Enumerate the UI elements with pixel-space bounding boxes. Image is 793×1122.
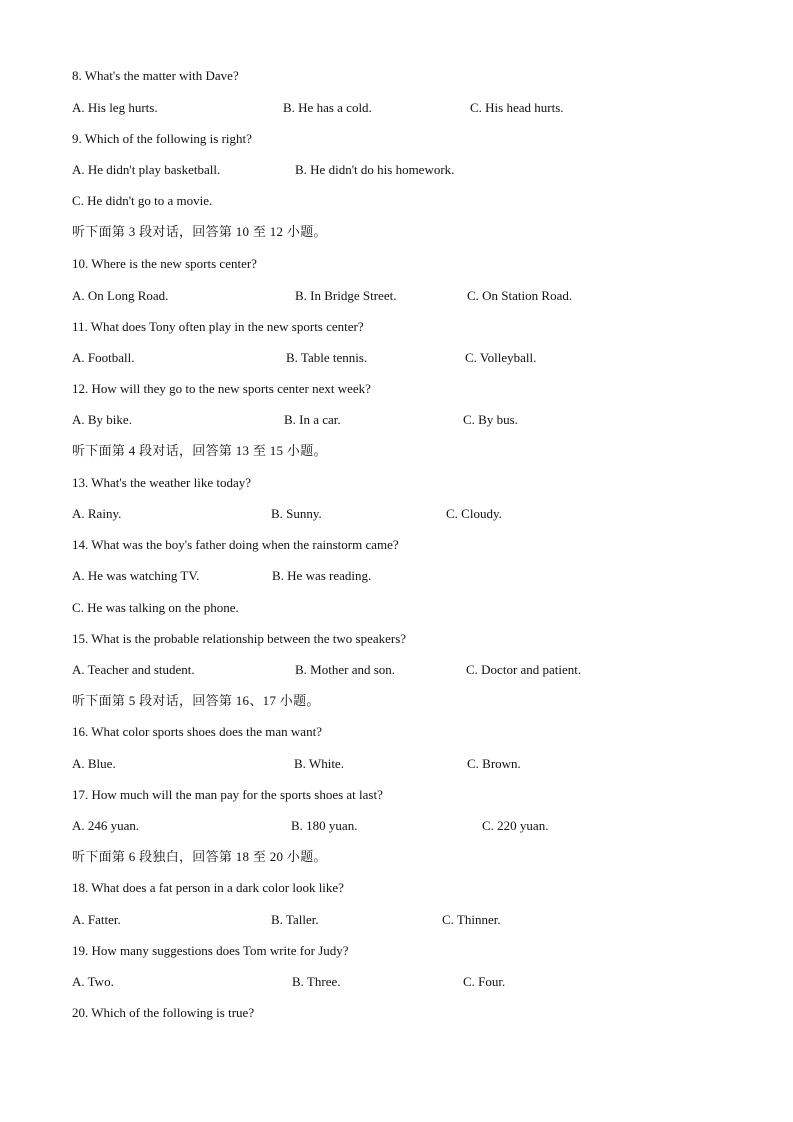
question-11: 11. What does Tony often play in the new sports center? [72, 319, 364, 334]
option-10b: B. In Bridge Street. [295, 288, 397, 303]
option-18c: C. Thinner. [442, 912, 501, 927]
option-16b: B. White. [294, 756, 344, 771]
option-17a: A. 246 yuan. [72, 818, 140, 833]
option-15c: C. Doctor and patient. [466, 662, 582, 677]
option-13c: C. Cloudy. [446, 506, 502, 521]
option-14c: C. He was talking on the phone. [72, 600, 239, 615]
option-10c: C. On Station Road. [467, 288, 573, 303]
section-heading-3: 听下面第 3 段对话，回答第 10 至 12 小题。 [72, 224, 327, 239]
question-12: 12. How will they go to the new sports center next week? [72, 381, 371, 396]
question-10: 10. Where is the new sports center? [72, 256, 257, 271]
option-19b: B. Three. [292, 974, 341, 989]
option-16a: A. Blue. [72, 756, 116, 771]
question-9: 9. Which of the following is right? [72, 131, 252, 146]
option-9a: A. He didn't play basketball. [72, 162, 221, 177]
section-heading-5: 听下面第 5 段对话，回答第 16、17 小题。 [72, 693, 320, 708]
question-15: 15. What is the probable relationship between the two speakers? [72, 631, 407, 646]
option-14a: A. He was watching TV. [72, 568, 200, 583]
option-15b: B. Mother and son. [295, 662, 396, 677]
option-11c: C. Volleyball. [465, 350, 537, 365]
option-18b: B. Taller. [271, 912, 319, 927]
section-heading-6: 听下面第 6 段独白，回答第 18 至 20 小题。 [72, 849, 327, 864]
question-18: 18. What does a fat person in a dark color look like? [72, 880, 344, 895]
option-9b: B. He didn't do his homework. [295, 162, 455, 177]
option-12c: C. By bus. [463, 412, 518, 427]
option-11b: B. Table tennis. [286, 350, 368, 365]
option-8c: C. His head hurts. [470, 100, 564, 115]
question-16: 16. What color sports shoes does the man want? [72, 724, 322, 739]
option-12b: B. In a car. [284, 412, 341, 427]
option-17c: C. 220 yuan. [482, 818, 549, 833]
option-13a: A. Rainy. [72, 506, 122, 521]
option-11a: A. Football. [72, 350, 135, 365]
option-16c: C. Brown. [467, 756, 521, 771]
option-19c: C. Four. [463, 974, 506, 989]
option-12a: A. By bike. [72, 412, 132, 427]
option-9c: C. He didn't go to a movie. [72, 193, 213, 208]
option-13b: B. Sunny. [271, 506, 322, 521]
option-17b: B. 180 yuan. [291, 818, 358, 833]
option-8b: B. He has a cold. [283, 100, 372, 115]
option-15a: A. Teacher and student. [72, 662, 195, 677]
option-10a: A. On Long Road. [72, 288, 169, 303]
option-18a: A. Fatter. [72, 912, 121, 927]
option-14b: B. He was reading. [272, 568, 372, 583]
question-17: 17. How much will the man pay for the sports shoes at last? [72, 787, 383, 802]
question-19: 19. How many suggestions does Tom write for Judy? [72, 943, 349, 958]
question-20: 20. Which of the following is true? [72, 1005, 255, 1020]
option-19a: A. Two. [72, 974, 114, 989]
question-13: 13. What's the weather like today? [72, 475, 251, 490]
question-8: 8. What's the matter with Dave? [72, 68, 239, 83]
section-heading-4: 听下面第 4 段对话，回答第 13 至 15 小题。 [72, 443, 327, 458]
question-14: 14. What was the boy's father doing when the rainstorm came? [72, 537, 399, 552]
option-8a: A. His leg hurts. [72, 100, 158, 115]
